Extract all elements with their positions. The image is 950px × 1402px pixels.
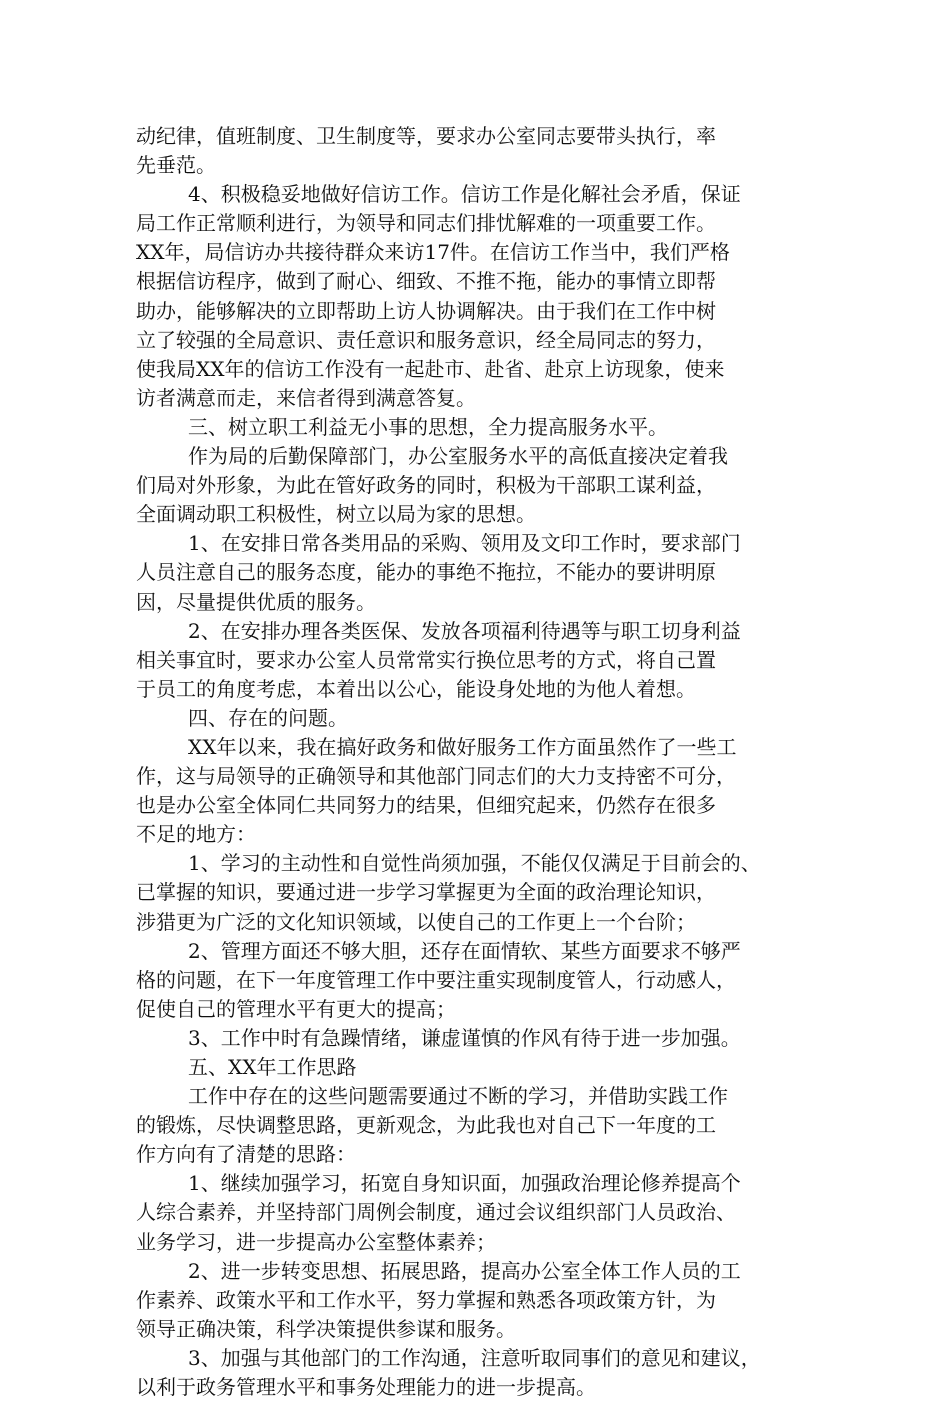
text-line: 局工作正常顺利进行，为领导和同志们排忧解难的一项重要工作。 — [136, 211, 716, 236]
text-line: 作，这与局领导的正确领导和其他部门同志们的大力支持密不可分， — [136, 764, 736, 789]
text-line: 领导正确决策，科学决策提供参谋和服务。 — [136, 1316, 516, 1341]
text-line: 访者满意而走，来信者得到满意答复。 — [136, 385, 476, 410]
text-line: 3、加强与其他部门的工作沟通，注意听取同事们的意见和建议， — [188, 1345, 761, 1370]
text-line: 作方向有了清楚的思路： — [136, 1142, 356, 1167]
text-line: 的锻炼，尽快调整思路，更新观念，为此我也对自己下一年度的工 — [136, 1113, 716, 1138]
text-line: 人综合素养，并坚持部门周例会制度，通过会议组织部门人员政治、 — [136, 1200, 736, 1225]
text-line: 涉猎更为广泛的文化知识领域，以使自己的工作更上一个台阶； — [136, 909, 696, 934]
text-line: 五、XX年工作思路 — [188, 1055, 357, 1079]
text-line: 先垂范。 — [136, 153, 216, 178]
text-line: 全面调动职工积极性，树立以局为家的思想。 — [136, 502, 536, 527]
text-line: 根据信访程序，做到了耐心、细致、不推不拖，能办的事情立即帮 — [136, 269, 716, 294]
text-line: 立了较强的全局意识、责任意识和服务意识，经全局同志的努力， — [136, 327, 716, 352]
text-line: 人员注意自己的服务态度，能办的事绝不拖拉，不能办的要讲明原 — [136, 560, 716, 585]
text-line: 2、管理方面还不够大胆，还存在面情软、某些方面要求不够严 — [188, 938, 741, 963]
text-line: 2、在安排办理各类医保、发放各项福利待遇等与职工切身利益 — [188, 618, 741, 643]
text-line: 们局对外形象，为此在管好政务的同时，积极为干部职工谋利益， — [136, 473, 716, 498]
text-line: 已掌握的知识，要通过进一步学习掌握更为全面的政治理论知识， — [136, 880, 716, 905]
text-line: 1、继续加强学习，拓宽自身知识面，加强政治理论修养提高个 — [188, 1171, 741, 1196]
text-line: 相关事宜时，要求办公室人员常常实行换位思考的方式，将自己置 — [136, 647, 716, 672]
text-line: 1、在安排日常各类用品的采购、领用及文印工作时，要求部门 — [188, 531, 741, 556]
text-line: 业务学习，进一步提高办公室整体素养； — [136, 1229, 496, 1254]
text-line: 因，尽量提供优质的服务。 — [136, 589, 376, 614]
text-line: 也是办公室全体同仁共同努力的结果，但细究起来，仍然存在很多 — [136, 793, 716, 818]
text-line: 作为局的后勤保障部门，办公室服务水平的高低直接决定着我 — [188, 444, 728, 469]
text-line: 使我局XX年的信访工作没有一起赴市、赴省、赴京上访现象，使来 — [136, 356, 725, 381]
text-line: 4、积极稳妥地做好信访工作。信访工作是化解社会矛盾，保证 — [188, 182, 741, 207]
text-line: 助办，能够解决的立即帮助上访人协调解决。由于我们在工作中树 — [136, 298, 716, 323]
text-line: 三、树立职工利益无小事的思想，全力提高服务水平。 — [188, 414, 668, 439]
text-line: 不足的地方： — [136, 822, 256, 847]
text-line: 四、存在的问题。 — [188, 705, 348, 730]
text-line: 工作中存在的这些问题需要通过不断的学习，并借助实践工作 — [188, 1084, 728, 1109]
text-line: 促使自己的管理水平有更大的提高； — [136, 996, 456, 1021]
text-line: 作素养、政策水平和工作水平，努力掌握和熟悉各项政策方针，为 — [136, 1287, 716, 1312]
text-line: 格的问题，在下一年度管理工作中要注重实现制度管人，行动感人， — [136, 967, 736, 992]
document-body — [136, 122, 816, 1402]
text-line: XX年以来，我在搞好政务和做好服务工作方面虽然作了一些工 — [188, 734, 737, 759]
text-line: 3、工作中时有急躁情绪，谦虚谨慎的作风有待于进一步加强。 — [188, 1025, 741, 1050]
text-line: XX年，局信访办共接待群众来访17件。在信访工作当中，我们严格 — [136, 240, 730, 265]
text-line: 于员工的角度考虑，本着出以公心，能设身处地的为他人着想。 — [136, 676, 696, 701]
text-line: 2、进一步转变思想、拓展思路，提高办公室全体工作人员的工 — [188, 1258, 741, 1283]
text-line: 动纪律，值班制度、卫生制度等，要求办公室同志要带头执行，率 — [136, 124, 716, 148]
text-line: 1、学习的主动性和自觉性尚须加强，不能仅仅满足于目前会的、 — [188, 851, 761, 876]
text-line: 以利于政务管理水平和事务处理能力的进一步提高。 — [136, 1375, 596, 1400]
